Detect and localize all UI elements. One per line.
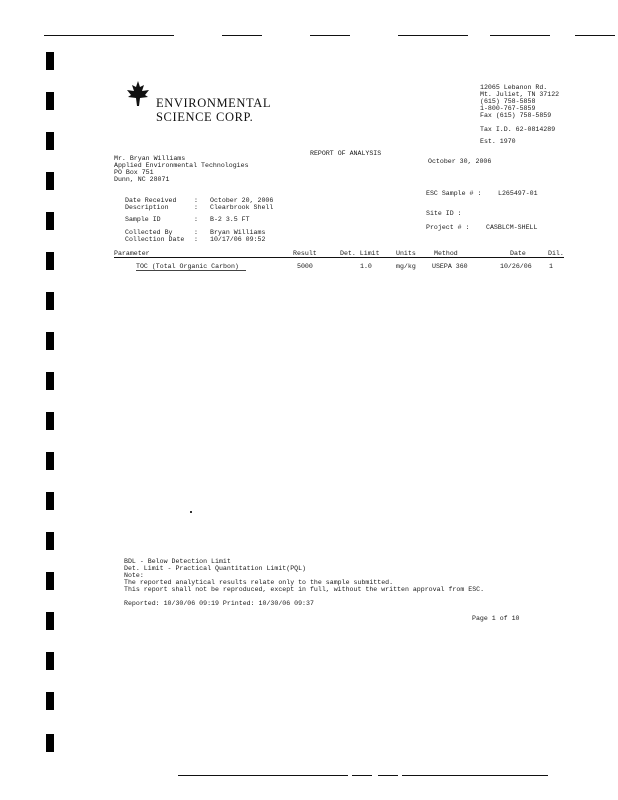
date-received-label: Date Received	[125, 197, 177, 204]
company-name-line2: SCIENCE CORP.	[156, 110, 254, 124]
collection-date-value: 10/17/06 09:52	[210, 236, 266, 243]
punch-mark	[46, 692, 54, 710]
collection-date-label: Collection Date	[125, 236, 185, 243]
punch-mark	[46, 452, 54, 470]
colon: :	[194, 216, 198, 223]
table-header-det-limit: Det. Limit	[340, 250, 380, 257]
table-header-units: Units	[396, 250, 416, 257]
punch-mark	[46, 132, 54, 150]
recipient-address: Mr. Bryan Williams Applied Environmental Technologies PO Box 751 Dunn, NC 28071	[114, 155, 249, 183]
scan-edge-bottom	[378, 775, 398, 776]
scan-edge-top	[575, 35, 615, 36]
punch-mark	[46, 532, 54, 550]
colon: :	[194, 236, 198, 243]
punch-mark	[46, 572, 54, 590]
table-header-parameter: Parameter	[114, 250, 150, 257]
colon: :	[194, 229, 198, 236]
punch-mark	[46, 292, 54, 310]
reported-printed: Reported: 10/30/06 09:19 Printed: 10/30/06 09:37	[124, 600, 314, 607]
scan-edge-bottom	[178, 775, 348, 776]
notes-block: BDL - Below Detection Limit Det. Limit - Practical Quantitation Limit(PQL) Note: The reported analytical results relate only to the sample submitted. This report shall not be reproduced, except in full, without the written approval from ESC.	[124, 558, 485, 593]
collected-by-value: Bryan Williams	[210, 229, 266, 236]
collected-by-label: Collected By	[125, 229, 173, 236]
punch-mark	[46, 92, 54, 110]
project-label: Project # :	[426, 224, 470, 231]
cell-units: mg/kg	[396, 263, 416, 270]
esc-sample-value: L265497-01	[498, 190, 538, 197]
table-header-result: Result	[293, 250, 317, 257]
punch-mark	[46, 52, 54, 70]
site-id-label: Site ID :	[426, 210, 462, 217]
cell-parameter: TOC (Total Organic Carbon)	[136, 263, 239, 270]
description-value: Clearbrook Shell	[210, 204, 274, 211]
punch-mark	[46, 212, 54, 230]
description-label: Description	[125, 204, 169, 211]
colon: :	[194, 204, 198, 211]
sample-id-value: B-2 3.5 FT	[210, 216, 250, 223]
cell-det-limit: 1.0	[360, 263, 372, 270]
scan-edge-top	[490, 35, 550, 36]
tax-id: Tax I.D. 62-0814289	[480, 126, 556, 133]
scan-speck	[190, 511, 192, 513]
cell-dil: 1	[549, 263, 553, 270]
punch-mark	[46, 734, 54, 752]
table-header-dil: Dil.	[548, 250, 564, 257]
scan-edge-bottom	[402, 775, 548, 776]
punch-mark	[46, 332, 54, 350]
scan-edge-top	[222, 35, 262, 36]
row-underline	[136, 270, 246, 271]
punch-mark	[46, 372, 54, 390]
table-header-rule	[114, 257, 564, 258]
scan-edge-top	[310, 35, 350, 36]
page-number: Page 1 of 10	[472, 615, 520, 622]
company-name-line1: ENVIRONMENTAL	[156, 96, 272, 110]
table-header-method: Method	[434, 250, 458, 257]
scan-edge-top	[44, 35, 174, 36]
maple-leaf-logo-icon	[124, 80, 152, 108]
scan-edge-bottom	[352, 775, 372, 776]
punch-mark	[46, 492, 54, 510]
cell-date: 10/26/06	[500, 263, 532, 270]
report-title: REPORT OF ANALYSIS	[310, 150, 382, 157]
punch-mark	[46, 412, 54, 430]
company-address: 12065 Lebanon Rd. Mt. Juliet, TN 37122 (615) 758-5858 1-800-767-5859 Fax (615) 758-5859	[480, 84, 560, 119]
punch-mark	[46, 252, 54, 270]
cell-method: USEPA 360	[432, 263, 468, 270]
scan-edge-top	[398, 35, 468, 36]
esc-sample-label: ESC Sample # :	[426, 190, 482, 197]
table-header-date: Date	[510, 250, 526, 257]
punch-mark	[46, 612, 54, 630]
established: Est. 1970	[480, 138, 516, 145]
cell-result: 5000	[297, 263, 313, 270]
punch-mark	[46, 652, 54, 670]
colon: :	[194, 197, 198, 204]
punch-mark	[46, 172, 54, 190]
date-received-value: October 20, 2006	[210, 197, 274, 204]
report-date: October 30, 2006	[428, 158, 492, 165]
sample-id-label: Sample ID	[125, 216, 161, 223]
project-value: CASBLCM-SHELL	[486, 224, 538, 231]
